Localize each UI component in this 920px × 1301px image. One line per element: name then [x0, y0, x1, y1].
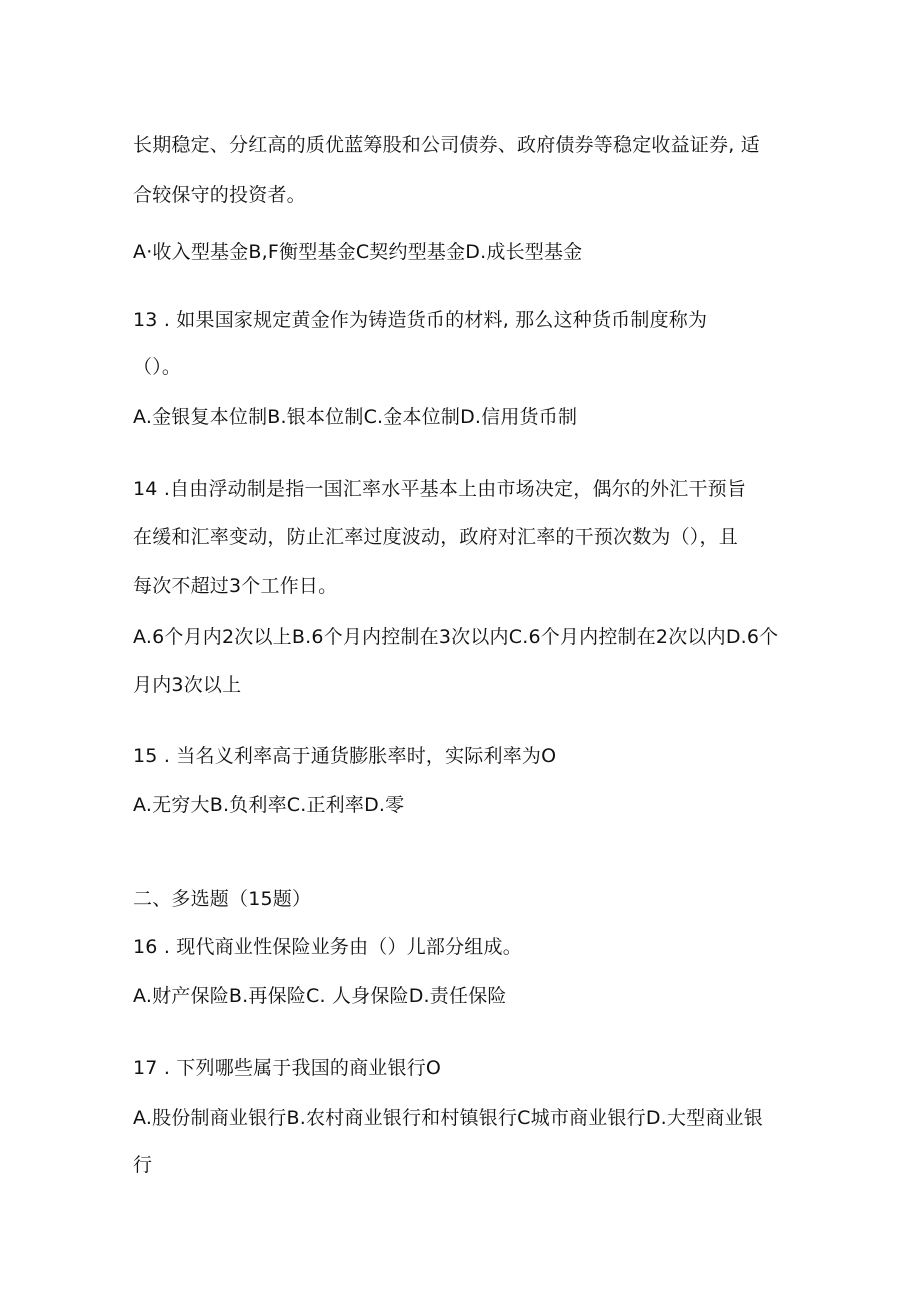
q15-options: A.无穷大B.负利率C.正利率D.零 — [133, 794, 405, 816]
q17-stem: 17 . 下列哪些属于我国的商业银行O — [133, 1057, 442, 1079]
q14-options-line-1: A.6个月内2次以上B.6个月内控制在3次以内C.6个月内控制在2次以内D.6个 — [133, 626, 779, 648]
q12-stem-line-1: 长期稳定、分红高的质优蓝筹股和公司债券、政府债券等稳定收益证券, 适 — [133, 134, 760, 156]
q16-stem: 16 . 现代商业性保险业务由（）儿部分组成。 — [133, 936, 522, 958]
section-heading: 二、多选题（15题） — [133, 888, 312, 910]
q15-stem: 15 . 当名义利率高于通货膨胀率时，实际利率为O — [133, 745, 557, 767]
q16-options: A.财产保险B.再保险C. 人身保险D.责任保险 — [133, 985, 507, 1007]
q14-stem-line-1: 14 .自由浮动制是指一国汇率水平基本上由市场决定，偶尔的外汇干预旨 — [133, 478, 747, 500]
q13-options: A.金银复本位制B.银本位制C.金本位制D.信用货币制 — [133, 406, 578, 428]
q12-options: A·收入型基金B,F衡型基金C契约型基金D.成长型基金 — [133, 241, 583, 263]
q13-stem-line-2: （）。 — [133, 356, 182, 378]
q14-options-line-2: 月内3次以上 — [133, 674, 242, 696]
q14-stem-line-2: 在缓和汇率变动，防止汇率过度波动，政府对汇率的干预次数为（），且 — [133, 526, 738, 548]
q14-stem-line-3: 每次不超过3个工作日。 — [133, 575, 338, 597]
q17-options-line-1: A.股份制商业银行B.农村商业银行和村镇银行C城市商业银行D.大型商业银 — [133, 1107, 763, 1129]
q12-stem-line-2: 合较保守的投资者。 — [133, 184, 306, 206]
q17-options-line-2: 行 — [133, 1154, 153, 1176]
q13-stem-line-1: 13 . 如果国家规定黄金作为铸造货币的材料, 那么这种货币制度称为 — [133, 309, 708, 331]
